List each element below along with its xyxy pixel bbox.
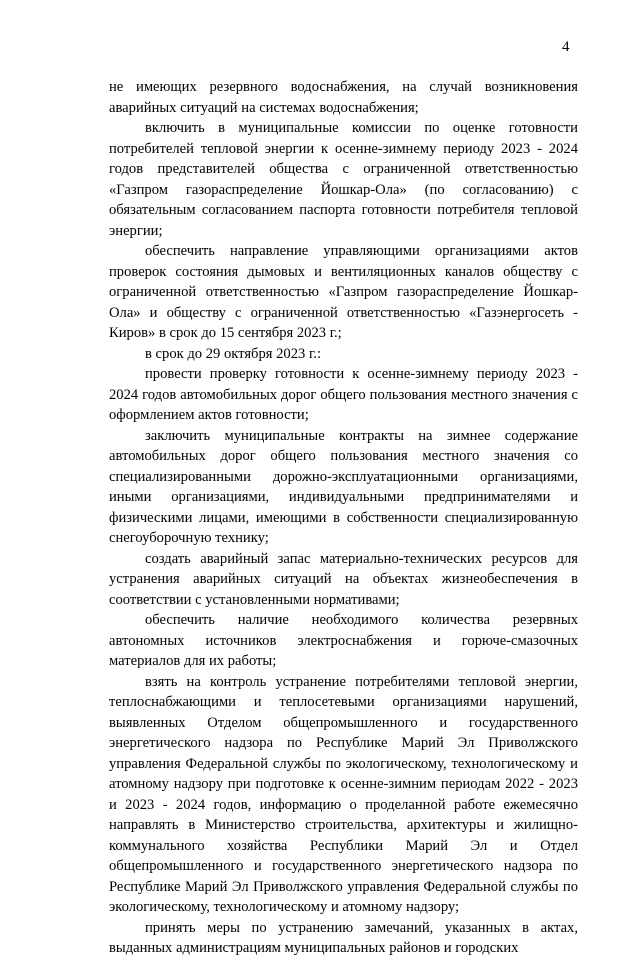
paragraph-continuation: не имеющих резервного водоснабжения, на случай возникновения аварийных ситуаций на системах водоснабжения;	[109, 79, 578, 116]
paragraph-emergency-stock: создать аварийный запас материально-технических ресурсов для устранения аварийных ситуаций на объектах жизнеобеспечения в соответствии с установленными нормативами;	[109, 550, 578, 608]
page-number: 4	[562, 39, 570, 55]
paragraph-backup-power: обеспечить наличие необходимого количества резервных автономных источников электроснабжения и горюче-смазочных материалов для их работы;	[109, 612, 578, 669]
paragraph-violations-control: взять на контроль устранение потребителями тепловой энергии, теплоснабжающими и теплосетевыми организациями нарушений, выявленных Отделом общепромышленного и государственного энергетического надзора по Республике Марий Эл Приволжского управления Федеральной службы по экологическому, технологическому и атомному надзору при подготовке к осенне-зимним периодам 2022 - 2023 и 2023 - 2024 годов, информацию о проделанной работе ежемесячно направлять в Министерство строительства, архитектуры и жилищно-коммунального хозяйства Республики Марий Эл и Отдел общепромышленного и государственного энергетического надзора по Республике Марий Эл Приволжского управления Федеральной службы по экологическому, технологическому и атомному надзору;	[109, 673, 578, 915]
paragraph-chimney-inspection: обеспечить направление управляющими организациями актов проверок состояния дымовых и вентиляционных каналов обществу с ограниченной ответственностью «Газпром газораспределение Йошкар-Ола» и обществу с ограниченной ответственностью «Газэнергосеть - Киров» в срок до 15 сентября 2023 г.;	[109, 243, 578, 341]
paragraph-deadline: в срок до 29 октября 2023 г.:	[145, 345, 322, 362]
paragraph-remarks: принять меры по устранению замечаний, указанных в актах, выданных администрациям муниципальных районов и городских	[109, 919, 578, 956]
document-body	[109, 77, 578, 959]
paragraph-winter-contracts: заключить муниципальные контракты на зимнее содержание автомобильных дорог общего пользования местного значения со специализированными дорожно-эксплуатационными организациями, иными организациями, индивидуальными предпринимателями и физическими лицами, имеющими в собственности специализированную снегоуборочную технику;	[109, 427, 578, 546]
paragraph-commission: включить в муниципальные комиссии по оценке готовности потребителей тепловой энергии к осенне-зимнему периоду 2023 - 2024 годов представителей общества с ограниченной ответственностью «Газпром газораспределение Йошкар-Ола» (по согласованию) с обязательным согласованием паспорта готовности потребителя тепловой энергии;	[109, 120, 578, 239]
paragraph-roads-check: провести проверку готовности к осенне-зимнему периоду 2023 - 2024 годов автомобильных дорог общего пользования местного значения с оформлением актов готовности;	[109, 366, 578, 423]
